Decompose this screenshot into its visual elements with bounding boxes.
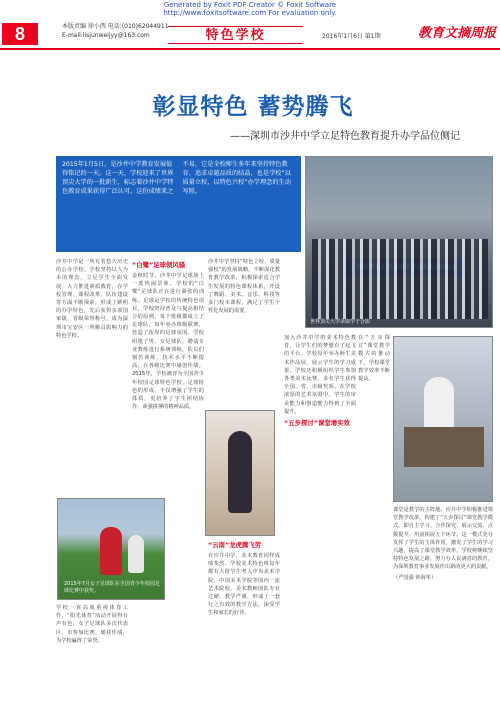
crowd-figures bbox=[312, 239, 488, 319]
body-column-3: 沙井中学坚持“特色立校、质量强校”的发展战略，不断深化教育教学改革，积极探索适合学生发展的特色课程体系，开设了舞蹈、美术、音乐、科技等多门校本课程，满足了学生个性化发展的需要。 bbox=[208, 259, 280, 315]
watermark-line-2: http://www.foxitsoftware.com For evaluation only. bbox=[163, 9, 337, 17]
soccer-player-red bbox=[100, 527, 122, 575]
section-subhead-football: “白鹭”足球领风骚 bbox=[132, 261, 186, 269]
editor-info-line-1: 本版责编 徐小西 电话:(010)62044911 bbox=[62, 23, 169, 30]
article-author: （严国强 钟海华） bbox=[393, 574, 437, 581]
body-column-2 bbox=[132, 258, 204, 700]
editor-info bbox=[62, 22, 169, 40]
body-column-5: 在“五步探讨”课堂教学模式的推动下，学校课堂教学效率不断提高。 bbox=[358, 335, 390, 383]
body-column-1: 沙井中学是一所有着悠久历史的公办学校。学校坚持以人为本的理念，立足学生全面发展，大力推进素质教育，在学校管理、课程改革、队伍建设等方面不断探索，形成了鲜明的办学特色，先后获得多项国家级、省级荣誉称号，成为深圳市宝安区一所颇具影响力的特色学校。 bbox=[56, 259, 128, 339]
teacher-figure bbox=[424, 377, 454, 433]
classroom-photo bbox=[393, 336, 493, 502]
paper-name: 教育文摘周报 bbox=[417, 26, 496, 41]
desk-shape bbox=[404, 427, 484, 467]
body-column-4-text: 加入沙井中学的美术特色教育，让学生们的梦想有了起飞的平台。学校每年举办师生美术作品展，展示学生的学习成果。学校还积极组织学生参加各类美术比赛，多名学生获得全国、省、市级奖项。在学校浓厚的艺术氛围中，学生的审美能力和创造能力得到了全面提升。 bbox=[284, 335, 356, 415]
section-subhead-art: “云南”龙虎腾飞劳 bbox=[208, 541, 262, 549]
section-title-bar bbox=[168, 26, 303, 44]
group-photo bbox=[305, 156, 493, 328]
body-column-3b-text: 在沙井中学，美术教育同样成绩斐然。学校美术特色班每年都有大批学生考入中央美术学院、中国美术学院等国内一流艺术院校。美术教师团队专业过硬、教学严谨，形成了一套行之有效的教学方法，深受学生和家长的好评。 bbox=[208, 553, 280, 617]
body-column-1b: 学校一直高度重视体育工作，“阳光体育”活动开展得有声有色。女子足球队多次代表区、市参加比赛，屡获佳绩，为学校赢得了荣誉。 bbox=[56, 605, 128, 644]
article-headline: 彰显特色 蓄势腾飞 bbox=[152, 93, 354, 120]
article-subheadline: ——深圳市沙井中学立足特色教育提升办学品位侧记 bbox=[230, 131, 460, 142]
body-column-6 bbox=[393, 506, 493, 700]
body-column-6-text: 课堂是教学的主阵地。沙井中学积极推进课堂教学改革，构建了“五步探讨”课堂教学模式，即自主学习、合作探究、展示交流、点拨提升、巩固拓展五个环节。这一模式充分发挥了学生的主体作用，激发了学生的学习兴趣，提高了课堂教学效率。学校将继续坚持特色发展之路，努力办人民满意的教育，为深圳教育事业发展作出新的更大的贡献。 bbox=[393, 507, 493, 571]
dance-photo bbox=[205, 410, 275, 536]
soccer-photo-caption: 2015年7月女子足球队在全国青少年校园足球比赛中获奖。 bbox=[64, 581, 160, 594]
watermark bbox=[0, 1, 500, 17]
issue-date: 2016年1月6日 第1期 bbox=[322, 33, 381, 40]
dancer-figure bbox=[228, 431, 252, 513]
page-number: 8 bbox=[2, 23, 38, 45]
page-header bbox=[0, 20, 500, 54]
body-column-2-text: 金秋时节，沙井中学足球场上一派热闹景象。学校的“白鹭”足球队正在进行紧张的训练。足球是学校的传统特色项目，学校坚持普及与提高相结合的原则，每个班级都成立了足球队，每年举办班级联赛，营造了浓厚的足球氛围。学校组建了男、女足球队，聘请专业教练进行系统训练，队员们刻苦训练，技术水平不断提高，在各级比赛中屡创佳绩。2015年，学校被评为全国青少年校园足球特色学校。足球特色的形成，不仅增强了学生的体质，更培养了学生团结协作、顽强拼搏的精神品质。 bbox=[132, 273, 204, 411]
group-photo-caption: 世界顶尖大学录取学子合影 bbox=[310, 319, 371, 325]
lead-paragraph: 2015年1月5日，是沙井中学教育发展值得铭记的一天。这一天，学校迎来了世界顶尖大学的一批新生，标志着沙井中学特色教育成果获得广泛认可。这份成绩来之不易，它是全校师生多年来坚持特色教育、追求卓越品质的结晶，也是学校“以质量立校，以特色兴校”办学理念的生动写照。 bbox=[56, 156, 301, 252]
body-column-4 bbox=[284, 334, 356, 700]
body-column-3b bbox=[208, 538, 280, 700]
editor-email: E-mail:lisjunweijyy@163.com bbox=[62, 32, 150, 39]
watermark-line-1: Generated by Foxit PDF Creator © Foxit Software bbox=[163, 1, 337, 9]
section-title: 特色学校 bbox=[205, 28, 266, 43]
header-rule bbox=[0, 48, 500, 50]
section-subhead-classroom: “五步探讨”课堂增实效 bbox=[284, 419, 350, 428]
